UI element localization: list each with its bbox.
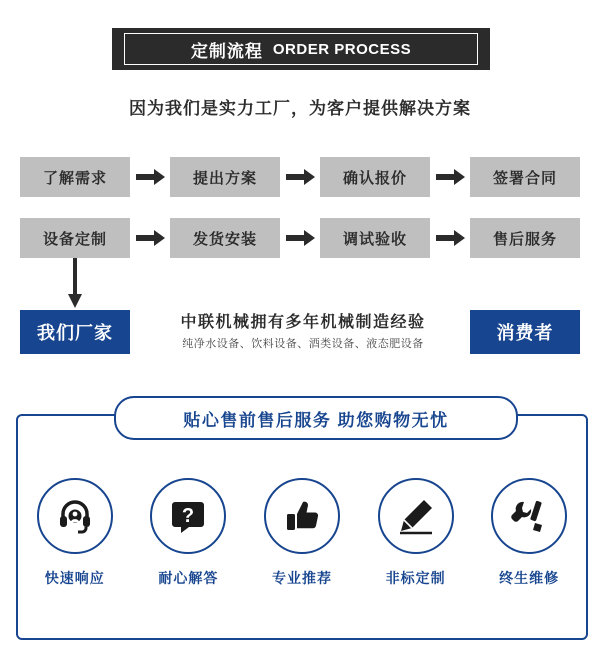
manufacturer-box[interactable]: 我们厂家 xyxy=(20,310,130,354)
header-title-en: ORDER PROCESS xyxy=(272,40,412,58)
service-label: 耐心解答 xyxy=(158,570,219,586)
thumbs-up-icon xyxy=(282,496,322,536)
service-item-recommend[interactable] xyxy=(252,478,352,588)
service-title: 贴心售前售后服务 助您购物无忧 xyxy=(183,410,449,430)
company-products-list: 纯净水设备、饮料设备、酒类设备、液态肥设备 xyxy=(182,338,424,350)
bottom-row xyxy=(20,310,580,354)
service-label: 快速响应 xyxy=(44,570,105,586)
flow-step-3[interactable]: 确认报价 xyxy=(320,157,430,197)
consumer-box[interactable]: 消费者 xyxy=(470,310,580,354)
service-item-response[interactable] xyxy=(25,478,125,588)
arrow-right-icon xyxy=(430,218,470,258)
flow-row-2 xyxy=(20,218,580,258)
flow-step-5[interactable]: 设备定制 xyxy=(20,218,130,258)
service-icon-circle xyxy=(37,478,113,554)
flow-step-7[interactable]: 调试验收 xyxy=(320,218,430,258)
svg-text:?: ? xyxy=(182,505,195,527)
service-item-repair[interactable] xyxy=(479,478,579,588)
service-items xyxy=(18,478,586,588)
company-experience-main: 中联机械拥有多年机械制造经验 xyxy=(180,314,426,331)
header-banner xyxy=(112,28,490,70)
wrench-screwdriver-icon xyxy=(509,496,549,536)
header-title-cn: 定制流程 xyxy=(190,41,263,61)
service-item-custom[interactable] xyxy=(366,478,466,588)
service-icon-circle xyxy=(150,478,226,554)
service-panel xyxy=(16,410,588,640)
question-mark-icon xyxy=(168,496,208,536)
service-label: 专业推荐 xyxy=(271,570,332,586)
arrow-right-icon xyxy=(280,218,320,258)
flow-step-8[interactable]: 售后服务 xyxy=(470,218,580,258)
service-label: 非标定制 xyxy=(385,570,446,586)
flow-row-1 xyxy=(20,157,580,197)
subtitle-text: 因为我们是实力工厂，为客户提供解决方案 xyxy=(129,99,471,118)
service-icon-circle xyxy=(264,478,340,554)
service-label: 终生维修 xyxy=(499,570,560,586)
flow-step-4[interactable]: 签署合同 xyxy=(470,157,580,197)
flow-step-1[interactable]: 了解需求 xyxy=(20,157,130,197)
headset-icon xyxy=(55,496,95,536)
arrow-right-icon xyxy=(430,157,470,197)
flow-step-2[interactable]: 提出方案 xyxy=(170,157,280,197)
service-icon-circle xyxy=(378,478,454,554)
arrow-right-icon xyxy=(130,218,170,258)
company-experience-text xyxy=(148,310,458,352)
header-banner-inner xyxy=(124,33,478,65)
arrow-right-icon xyxy=(130,157,170,197)
service-item-answer[interactable] xyxy=(138,478,238,588)
pencil-icon xyxy=(396,496,436,536)
flow-step-6[interactable]: 发货安装 xyxy=(170,218,280,258)
service-icon-circle xyxy=(491,478,567,554)
service-title-pill xyxy=(114,396,518,440)
arrow-right-icon xyxy=(280,157,320,197)
